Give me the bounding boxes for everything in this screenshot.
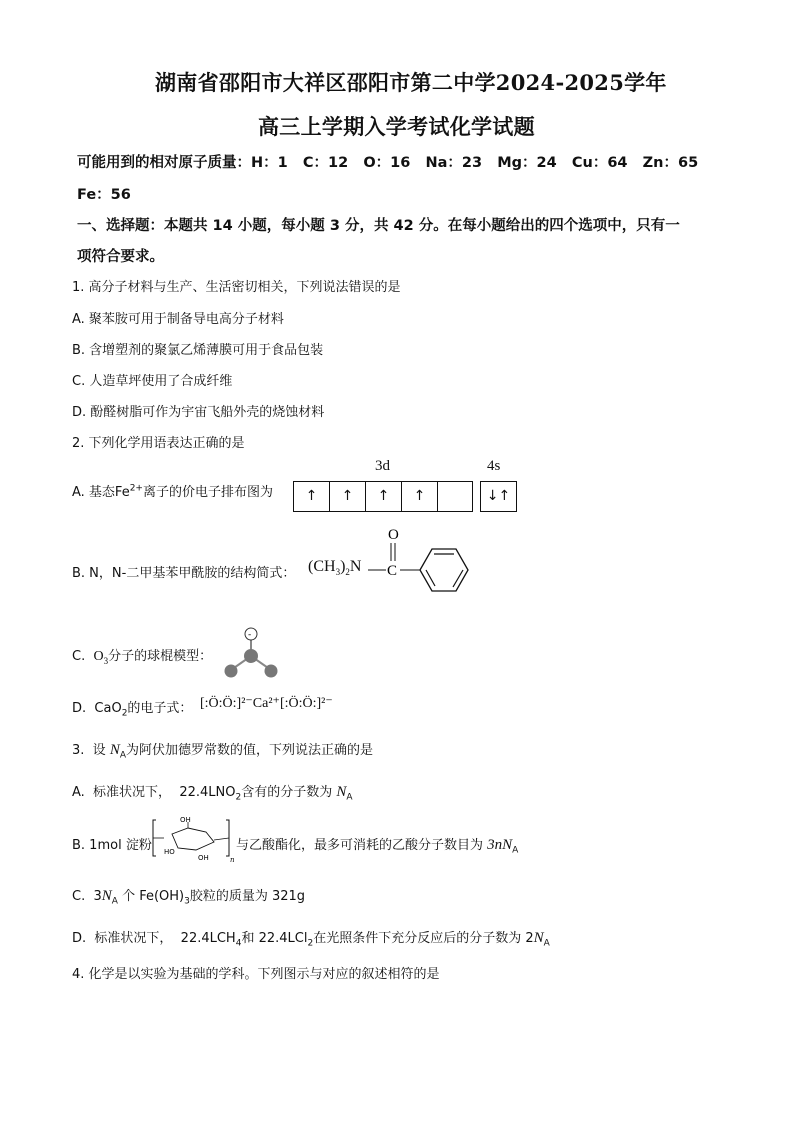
section-header: 一、选择题：本题共 14 小题，每小题 3 分，共 42 分。在每小题给出的四个选项中，只有一 — [77, 218, 680, 234]
question-2-stem: 2. 下列化学用语表达正确的是 — [72, 436, 245, 451]
q2-option-a — [72, 481, 273, 500]
benzene-inner-2 — [453, 570, 463, 587]
amide-formula-post: ) — [340, 558, 346, 575]
q2-option-d-sub: 2 — [121, 708, 128, 719]
orbital-label-3d: 3d — [375, 458, 390, 474]
orbital-3d-1: ↑ — [294, 482, 330, 511]
q1-option-d: D. 酚醛树脂可作为宇宙飞船外壳的烧蚀材料 — [72, 405, 325, 420]
q1-option-b: B. 含增塑剂的聚氯乙烯薄膜可用于食品包装 — [72, 343, 324, 358]
carbonyl-carbon: C — [387, 563, 398, 579]
starch-ho-left: HO — [164, 848, 175, 856]
central-atom — [244, 649, 258, 663]
q1-option-a: A. 聚苯胺可用于制备导电高分子材料 — [72, 312, 284, 327]
benzene-ring — [420, 549, 468, 591]
orbital-3d-2: ↑ — [330, 482, 366, 511]
terminal-atom-left — [225, 665, 238, 678]
question-1-stem: 1. 高分子材料与生产、生活密切相关，下列说法错误的是 — [72, 280, 401, 295]
atomic-mass-line: 可能用到的相对原子质量：H：1 C：12 O：16 Na：23 Mg：24 Cu：64 Zn：65 — [77, 155, 699, 171]
page-subtitle: 高三上学期入学考试化学试题 — [258, 114, 535, 139]
q2-option-c-suffix: 分子的球棍模型： — [108, 649, 213, 664]
svg-text:-: - — [248, 630, 252, 640]
carbonyl-oxygen: O — [388, 527, 399, 543]
benzamide-structure — [360, 525, 480, 605]
ozone-ball-stick-model — [219, 624, 283, 680]
starch-n: n — [230, 856, 235, 864]
amide-formula-pre: (CH — [308, 558, 336, 575]
orbital-4s: ↓↑ — [486, 488, 511, 504]
orbital-3d-3: ↑ — [366, 482, 402, 511]
q2-option-c — [72, 645, 212, 666]
q3-option-a: A. 标准状况下， $22.4LNO_2$含有的分子数为 $N_A$ — [72, 784, 353, 803]
q3-option-d: D. 标准状况下， $22.4LCH_4$和 22.4LCl$_2$在光照条件下充分反应后的分子数为 $2N_A$ — [72, 930, 550, 949]
orbital-3d-5 — [438, 482, 474, 511]
atomic-mass-line-2: Fe：56 — [77, 187, 131, 203]
amide-sub-1: 3 — [335, 567, 341, 578]
q2-option-a-suffix: 离子的价电子排布图为 — [142, 485, 273, 500]
q3-option-b-prefix: B. 1mol 淀粉 — [72, 838, 152, 853]
ozone-formula: $O_3$ — [93, 649, 109, 666]
q2-option-a-charge: 2+ — [129, 483, 143, 494]
amide-formula — [308, 558, 361, 577]
orbital-label-4s: 4s — [487, 458, 501, 474]
q2-option-b: B. N，N-二甲基苯甲酰胺的结构简式： — [72, 566, 296, 581]
q3-option-b-suffix: 与乙酸酯化，最多可消耗的乙酸分子数目为 $3nN_A$ — [236, 837, 519, 856]
starch-oh-bottom: OH — [198, 854, 209, 862]
section-header-2: 项符合要求。 — [77, 249, 164, 265]
orbital-3d-4: ↑ — [402, 482, 438, 511]
starch-structure — [152, 816, 234, 864]
q2-option-c-prefix: C. — [72, 649, 94, 664]
q1-option-c: C. 人造草坪使用了合成纤维 — [72, 374, 233, 389]
cao2-electron-formula: [:Ö:Ö:]²⁻Ca²⁺[:Ö:Ö:]²⁻ — [200, 696, 333, 711]
q2-option-d-prefix: D. CaO — [72, 701, 122, 716]
q3-option-c: C. $3N_A$ 个 $Fe(OH)_3$胶粒的质量为 321g — [72, 888, 306, 907]
orbital-diagram-3d — [293, 481, 473, 512]
amide-formula-n: N — [349, 558, 362, 575]
amide-sub-2: 2 — [345, 567, 350, 578]
question-3-stem: 3. 设 $N_A$为阿伏加德罗常数的值，下列说法正确的是 — [72, 742, 374, 761]
question-4-stem: 4. 化学是以实验为基础的学科。下列图示与对应的叙述相符的是 — [72, 967, 440, 982]
q2-option-d — [72, 697, 192, 719]
q2-option-a-prefix: A. 基态Fe — [72, 485, 130, 500]
orbital-diagram-4s — [480, 481, 517, 512]
q2-option-d-suffix: 的电子式： — [127, 701, 193, 716]
starch-oh-top: OH — [180, 816, 191, 824]
terminal-atom-right — [265, 665, 278, 678]
page-title: 湖南省邵阳市大祥区邵阳市第二中学2024-2025学年 — [155, 70, 667, 95]
